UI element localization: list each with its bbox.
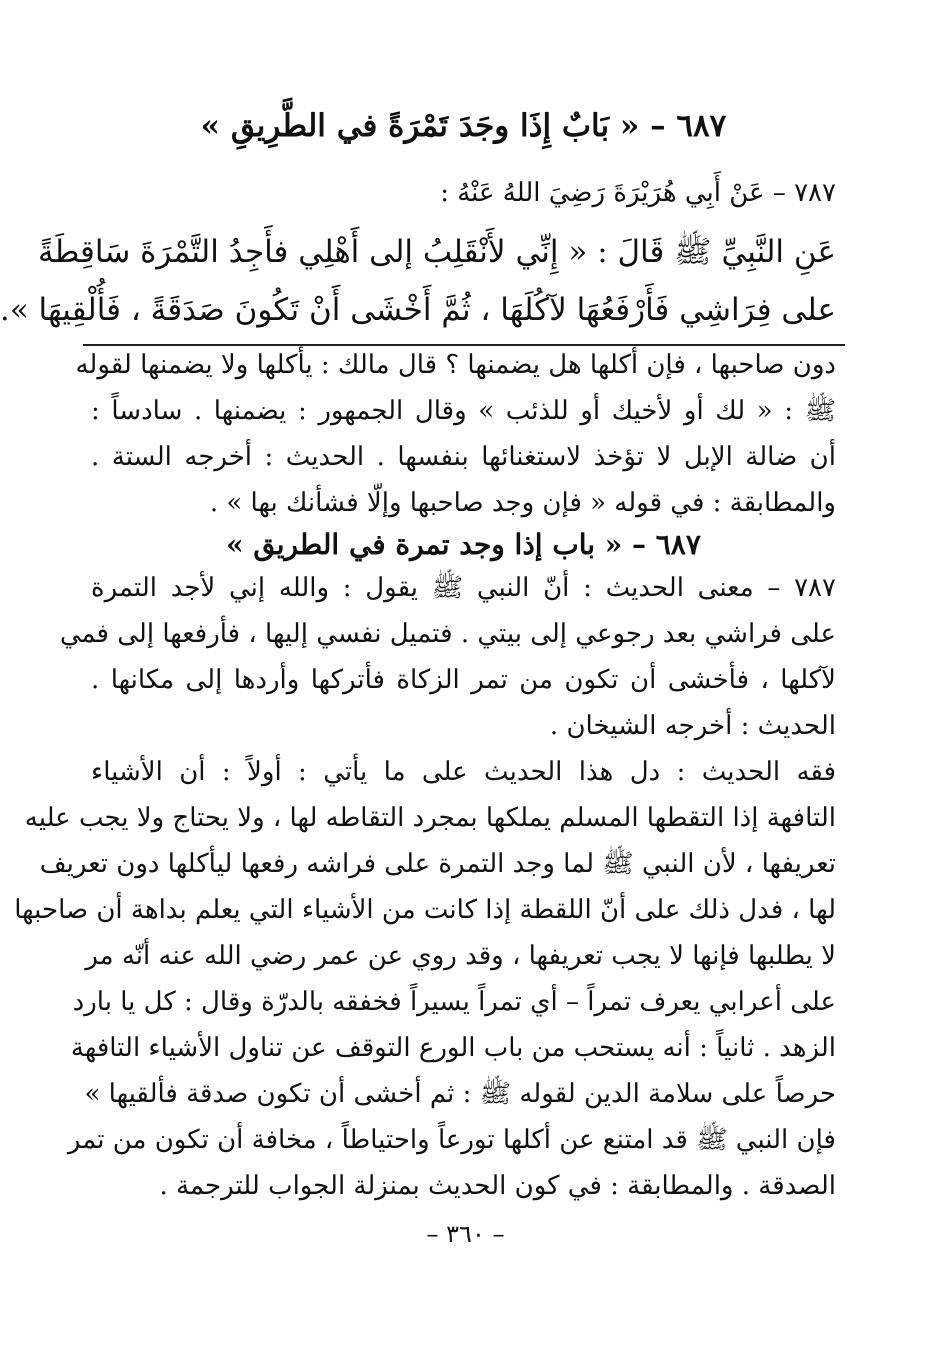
commentary-heading: ٦٨٧ – « باب إذا وجد تمرة في الطريق » xyxy=(226,528,701,561)
commentary-line: لآكلها ، فأخشى أن تكون من تمر الزكاة فأتركها وأردها إلى مكانها . xyxy=(91,665,836,695)
commentary-line: تعريفها ، لأن النبي ﷺ لما وجد التمرة على فراشه رفعها ليأكلها دون تعريف xyxy=(39,849,836,879)
commentary-line: التافهة إذا التقطها المسلم يملكها بمجرد التقاطه لها ، ولا يحتاج ولا يجب عليه xyxy=(24,803,836,833)
commentary-line: الحديث : أخرجه الشيخان . xyxy=(549,711,836,741)
hadith-text-line: ٧٨٧ – عَنْ أَبِي هُرَيْرَةَ رَضِيَ اللهُ عَنْهُ : xyxy=(440,178,836,208)
commentary-line: لها ، فدل ذلك على أنّ اللقطة إذا كانت من الأشياء التي يعلم بداهة أن صاحبها xyxy=(14,895,836,925)
page-number: – ٣٦٠ – xyxy=(426,1220,505,1248)
commentary-line: الصدقة . والمطابقة : في كون الحديث بمنزلة الجواب للترجمة . xyxy=(159,1171,836,1201)
prev-commentary-line: ﷺ : « لك أو لأخيك أو للذئب » وقال الجمهور : يضمنها . سادساً : xyxy=(91,396,836,426)
commentary-line: ٧٨٧ – معنى الحديث : أنّ النبي ﷺ يقول : والله إني لأجد التمرة xyxy=(91,573,836,603)
commentary-line: فقه الحديث : دل هذا الحديث على ما يأتي : أولاً : أن الأشياء xyxy=(91,757,836,787)
commentary-line: الزهد . ثانياً : أنه يستحب من باب الورع التوقف عن تناول الأشياء التافهة xyxy=(70,1033,836,1063)
prev-commentary-line: والمطابقة : في قوله « فإن وجد صاحبها وإلّا فشأنك بها » . xyxy=(209,488,836,518)
commentary-line: على فراشي بعد رجوعي إلى بيتي . فتميل نفسي إليها ، فأرفعها إلى فمي xyxy=(59,619,836,649)
prev-commentary-line: دون صاحبها ، فإن أكلها هل يضمنها ؟ قال مالك : يأكلها ولا يضمنها لقوله xyxy=(75,350,836,380)
chapter-title: ٦٨٧ – « بَابٌ إِذَا وجَدَ تَمْرَةً في الطَّرِيقِ » xyxy=(200,108,727,144)
commentary-line: على أعرابي يعرف تمراً – أي تمراً يسيراً فخفقه بالدرّة وقال : كل يا بارد xyxy=(72,987,836,1017)
commentary-line: لا يطلبها فإنها لا يجب تعريفها ، وقد روي عن عمر رضي الله عنه أنّه مر xyxy=(85,941,836,971)
prev-commentary-line: أن ضالة الإبل لا تؤخذ لاستغنائها بنفسها . الحديث : أخرجه الستة . xyxy=(91,442,836,472)
hadith-text-line: عَنِ النَّبِيِّ ﷺ قَالَ : « إِنِّي لأَنْقَلِبُ إلى أَهْلِي فأَجِدُ التَّمْرَةَ سَاقِطَةً xyxy=(38,234,836,270)
hadith-text-line: على فِرَاشِي فَأَرْفَعُهَا لآكُلَهَا ، ثُمَّ أَخْشَى أَنْ تَكُونَ صَدَقَةً ، فَأُلْقِيهَا ». xyxy=(0,292,836,328)
commentary-line: فإن النبي ﷺ قد امتنع عن أكلها تورعاً واحتياطاً ، مخافة أن تكون من تمر xyxy=(67,1125,836,1155)
commentary-line: حرصاً على سلامة الدين لقوله ﷺ : ثم أخشى أن تكون صدقة فألقيها » xyxy=(84,1079,836,1109)
